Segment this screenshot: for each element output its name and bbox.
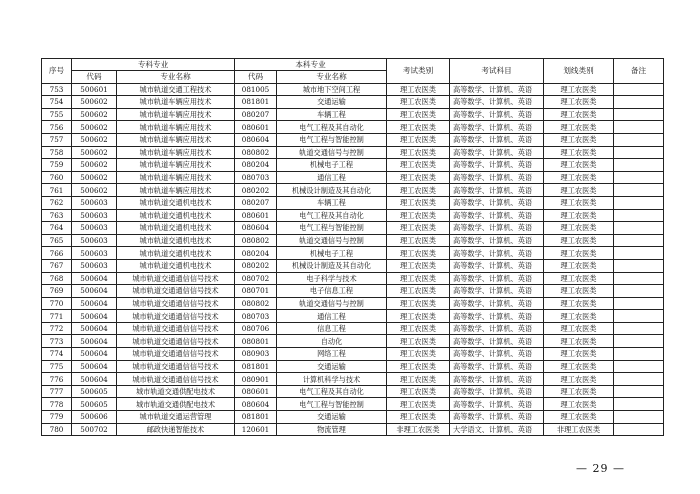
table-row — [42, 121, 664, 134]
exam-type-cell: 理工农医类 — [387, 259, 450, 272]
zhuanke-name-cell: 城市轨道交通机电技术 — [117, 222, 235, 235]
benke-name-cell: 电子信息工程 — [277, 285, 387, 298]
exam-type-cell: 理工农医类 — [387, 335, 450, 348]
zhuanke-name-cell: 城市轨道交通运营管理 — [117, 411, 235, 424]
benke-code-cell: 080604 — [235, 133, 277, 146]
exam-subjects-cell: 高等数学、计算机、英语 — [450, 121, 544, 134]
header-exam-type: 考试类别 — [387, 59, 450, 84]
table-row — [42, 222, 664, 235]
seq-cell: 755 — [42, 108, 72, 121]
zhuanke-code-cell: 500604 — [72, 285, 117, 298]
table-row — [42, 360, 664, 373]
table-row — [42, 322, 664, 335]
exam-type-cell: 理工农医类 — [387, 398, 450, 411]
table-row — [42, 348, 664, 361]
exam-subjects-cell: 高等数学、计算机、英语 — [450, 348, 544, 361]
zhuanke-name-cell: 城市轨道交通机电技术 — [117, 209, 235, 222]
zhuanke-code-cell: 500604 — [72, 297, 117, 310]
benke-name-cell: 车辆工程 — [277, 108, 387, 121]
seq-cell: 764 — [42, 222, 72, 235]
seq-cell: 759 — [42, 159, 72, 172]
zhuanke-name-cell: 城市轨道车辆应用技术 — [117, 96, 235, 109]
exam-type-cell: 理工农医类 — [387, 247, 450, 260]
exam-subjects-cell: 高等数学、计算机、英语 — [450, 83, 544, 96]
benke-name-cell: 轨道交通信号与控制 — [277, 297, 387, 310]
line-type-cell: 理工农医类 — [544, 146, 614, 159]
zhuanke-code-cell: 500603 — [72, 196, 117, 209]
exam-subjects-cell: 大学语文、计算机、英语 — [450, 423, 544, 436]
notes-cell — [614, 398, 664, 411]
zhuanke-name-cell: 城市轨道交通机电技术 — [117, 196, 235, 209]
exam-subjects-cell: 高等数学、计算机、英语 — [450, 411, 544, 424]
exam-type-cell: 理工农医类 — [387, 196, 450, 209]
benke-code-cell: 081801 — [235, 360, 277, 373]
benke-name-cell: 交通运输 — [277, 360, 387, 373]
zhuanke-code-cell: 500604 — [72, 335, 117, 348]
notes-cell — [614, 146, 664, 159]
line-type-cell: 理工农医类 — [544, 83, 614, 96]
exam-type-cell: 理工农医类 — [387, 322, 450, 335]
benke-name-cell: 计算机科学与技术 — [277, 373, 387, 386]
zhuanke-name-cell: 城市轨道交通通信信号技术 — [117, 310, 235, 323]
notes-cell — [614, 335, 664, 348]
exam-type-cell: 理工农医类 — [387, 83, 450, 96]
exam-subjects-cell: 高等数学、计算机、英语 — [450, 234, 544, 247]
zhuanke-code-cell: 500602 — [72, 108, 117, 121]
benke-code-cell: 080207 — [235, 108, 277, 121]
zhuanke-code-cell: 500603 — [72, 247, 117, 260]
benke-code-cell: 080802 — [235, 297, 277, 310]
seq-cell: 775 — [42, 360, 72, 373]
line-type-cell: 理工农医类 — [544, 96, 614, 109]
notes-cell — [614, 234, 664, 247]
table-row — [42, 411, 664, 424]
exam-subjects-cell: 高等数学、计算机、英语 — [450, 209, 544, 222]
benke-name-cell: 交通运输 — [277, 96, 387, 109]
zhuanke-name-cell: 城市轨道交通通信信号技术 — [117, 272, 235, 285]
exam-type-cell: 理工农医类 — [387, 234, 450, 247]
seq-cell: 768 — [42, 272, 72, 285]
zhuanke-code-cell: 500601 — [72, 83, 117, 96]
exam-type-cell: 理工农医类 — [387, 310, 450, 323]
benke-code-cell: 080202 — [235, 184, 277, 197]
line-type-cell: 理工农医类 — [544, 222, 614, 235]
exam-type-cell: 理工农医类 — [387, 360, 450, 373]
exam-subjects-cell: 高等数学、计算机、英语 — [450, 385, 544, 398]
seq-cell: 756 — [42, 121, 72, 134]
line-type-cell: 理工农医类 — [544, 310, 614, 323]
notes-cell — [614, 196, 664, 209]
benke-code-cell: 080703 — [235, 171, 277, 184]
header-notes: 备注 — [614, 59, 664, 84]
header-zhuanke-group: 专科专业 — [72, 59, 235, 71]
exam-subjects-cell: 高等数学、计算机、英语 — [450, 108, 544, 121]
table-row — [42, 209, 664, 222]
exam-type-cell: 理工农医类 — [387, 133, 450, 146]
seq-cell: 757 — [42, 133, 72, 146]
exam-subjects-cell: 高等数学、计算机、英语 — [450, 285, 544, 298]
table-row — [42, 247, 664, 260]
exam-type-cell: 理工农医类 — [387, 209, 450, 222]
table-row — [42, 96, 664, 109]
benke-name-cell: 轨道交通信号与控制 — [277, 146, 387, 159]
benke-code-cell: 080204 — [235, 159, 277, 172]
page-number: — 29 — — [576, 462, 625, 475]
exam-subjects-cell: 高等数学、计算机、英语 — [450, 373, 544, 386]
exam-type-cell: 理工农医类 — [387, 373, 450, 386]
line-type-cell: 理工农医类 — [544, 133, 614, 146]
benke-name-cell: 电子科学与技术 — [277, 272, 387, 285]
line-type-cell: 非理工农医类 — [544, 423, 614, 436]
notes-cell — [614, 259, 664, 272]
table-row — [42, 259, 664, 272]
table-row — [42, 83, 664, 96]
benke-name-cell: 电气工程及其自动化 — [277, 385, 387, 398]
zhuanke-name-cell: 城市轨道交通通信信号技术 — [117, 373, 235, 386]
benke-code-cell: 080706 — [235, 322, 277, 335]
zhuanke-code-cell: 500602 — [72, 146, 117, 159]
table-body — [42, 83, 664, 436]
exam-subjects-cell: 高等数学、计算机、英语 — [450, 322, 544, 335]
exam-type-cell: 理工农医类 — [387, 146, 450, 159]
benke-name-cell: 车辆工程 — [277, 196, 387, 209]
line-type-cell: 理工农医类 — [544, 259, 614, 272]
zhuanke-code-cell: 500604 — [72, 322, 117, 335]
zhuanke-code-cell: 500603 — [72, 234, 117, 247]
exam-subjects-cell: 高等数学、计算机、英语 — [450, 184, 544, 197]
seq-cell: 761 — [42, 184, 72, 197]
zhuanke-code-cell: 500602 — [72, 133, 117, 146]
exam-type-cell: 理工农医类 — [387, 121, 450, 134]
benke-name-cell: 自动化 — [277, 335, 387, 348]
line-type-cell: 理工农医类 — [544, 398, 614, 411]
header-benke-code: 代码 — [235, 71, 277, 84]
notes-cell — [614, 96, 664, 109]
notes-cell — [614, 171, 664, 184]
benke-name-cell: 机械设计制造及其自动化 — [277, 259, 387, 272]
seq-cell: 762 — [42, 196, 72, 209]
zhuanke-name-cell: 城市轨道交通工程技术 — [117, 83, 235, 96]
zhuanke-code-cell: 500605 — [72, 398, 117, 411]
line-type-cell: 理工农医类 — [544, 247, 614, 260]
zhuanke-name-cell: 城市轨道车辆应用技术 — [117, 171, 235, 184]
seq-cell: 774 — [42, 348, 72, 361]
benke-name-cell: 物流管理 — [277, 423, 387, 436]
exam-type-cell: 理工农医类 — [387, 385, 450, 398]
exam-type-cell: 理工农医类 — [387, 108, 450, 121]
table-row — [42, 310, 664, 323]
line-type-cell: 理工农医类 — [544, 121, 614, 134]
table-row — [42, 234, 664, 247]
line-type-cell: 理工农医类 — [544, 159, 614, 172]
notes-cell — [614, 222, 664, 235]
seq-cell: 760 — [42, 171, 72, 184]
notes-cell — [614, 310, 664, 323]
exam-subjects-cell: 高等数学、计算机、英语 — [450, 272, 544, 285]
benke-code-cell: 080901 — [235, 373, 277, 386]
exam-subjects-cell: 高等数学、计算机、英语 — [450, 133, 544, 146]
benke-code-cell: 080802 — [235, 146, 277, 159]
exam-subjects-cell: 高等数学、计算机、英语 — [450, 247, 544, 260]
zhuanke-code-cell: 500606 — [72, 411, 117, 424]
benke-code-cell: 080702 — [235, 272, 277, 285]
seq-cell: 772 — [42, 322, 72, 335]
benke-name-cell: 机械电子工程 — [277, 159, 387, 172]
benke-code-cell: 081005 — [235, 83, 277, 96]
zhuanke-name-cell: 城市轨道车辆应用技术 — [117, 146, 235, 159]
zhuanke-code-cell: 500604 — [72, 360, 117, 373]
seq-cell: 779 — [42, 411, 72, 424]
exam-type-cell: 非理工农医类 — [387, 423, 450, 436]
header-zhuanke-name: 专业名称 — [117, 71, 235, 84]
notes-cell — [614, 108, 664, 121]
notes-cell — [614, 297, 664, 310]
line-type-cell: 理工农医类 — [544, 335, 614, 348]
exam-type-cell: 理工农医类 — [387, 184, 450, 197]
exam-subjects-cell: 高等数学、计算机、英语 — [450, 310, 544, 323]
exam-type-cell: 理工农医类 — [387, 171, 450, 184]
seq-cell: 765 — [42, 234, 72, 247]
seq-cell: 771 — [42, 310, 72, 323]
line-type-cell: 理工农医类 — [544, 209, 614, 222]
table-row — [42, 133, 664, 146]
seq-cell: 763 — [42, 209, 72, 222]
notes-cell — [614, 360, 664, 373]
benke-name-cell: 交通运输 — [277, 411, 387, 424]
zhuanke-name-cell: 城市轨道车辆应用技术 — [117, 159, 235, 172]
seq-cell: 758 — [42, 146, 72, 159]
benke-name-cell: 电气工程及其自动化 — [277, 121, 387, 134]
notes-cell — [614, 159, 664, 172]
benke-name-cell: 电气工程及其自动化 — [277, 209, 387, 222]
table-row — [42, 146, 664, 159]
notes-cell — [614, 209, 664, 222]
zhuanke-code-cell: 500602 — [72, 121, 117, 134]
table-row — [42, 335, 664, 348]
zhuanke-name-cell: 城市轨道交通机电技术 — [117, 259, 235, 272]
notes-cell — [614, 373, 664, 386]
table-row — [42, 272, 664, 285]
exam-subjects-cell: 高等数学、计算机、英语 — [450, 360, 544, 373]
line-type-cell: 理工农医类 — [544, 322, 614, 335]
benke-name-cell: 网络工程 — [277, 348, 387, 361]
zhuanke-name-cell: 城市轨道车辆应用技术 — [117, 121, 235, 134]
header-zhuanke-code: 代码 — [72, 71, 117, 84]
zhuanke-code-cell: 500604 — [72, 272, 117, 285]
zhuanke-name-cell: 城市轨道交通供配电技术 — [117, 385, 235, 398]
benke-name-cell: 机械电子工程 — [277, 247, 387, 260]
benke-code-cell: 080701 — [235, 285, 277, 298]
notes-cell — [614, 83, 664, 96]
header-row-group — [42, 59, 664, 71]
benke-code-cell: 080903 — [235, 348, 277, 361]
header-line-type: 划线类别 — [544, 59, 614, 84]
zhuanke-name-cell: 城市轨道交通通信信号技术 — [117, 285, 235, 298]
exam-type-cell: 理工农医类 — [387, 222, 450, 235]
seq-cell: 767 — [42, 259, 72, 272]
line-type-cell: 理工农医类 — [544, 385, 614, 398]
notes-cell — [614, 348, 664, 361]
table-row — [42, 108, 664, 121]
zhuanke-name-cell: 城市轨道车辆应用技术 — [117, 108, 235, 121]
exam-subjects-cell: 高等数学、计算机、英语 — [450, 146, 544, 159]
line-type-cell: 理工农医类 — [544, 285, 614, 298]
header-benke-name: 专业名称 — [277, 71, 387, 84]
benke-code-cell: 080204 — [235, 247, 277, 260]
seq-cell: 754 — [42, 96, 72, 109]
seq-cell: 770 — [42, 297, 72, 310]
line-type-cell: 理工农医类 — [544, 411, 614, 424]
zhuanke-code-cell: 500602 — [72, 171, 117, 184]
seq-cell: 753 — [42, 83, 72, 96]
seq-cell: 766 — [42, 247, 72, 260]
exam-subjects-cell: 高等数学、计算机、英语 — [450, 259, 544, 272]
zhuanke-name-cell: 城市轨道交通机电技术 — [117, 247, 235, 260]
zhuanke-name-cell: 城市轨道交通通信信号技术 — [117, 348, 235, 361]
exam-type-cell: 理工农医类 — [387, 411, 450, 424]
line-type-cell: 理工农医类 — [544, 360, 614, 373]
benke-code-cell: 080202 — [235, 259, 277, 272]
table-row — [42, 184, 664, 197]
table-row — [42, 171, 664, 184]
zhuanke-code-cell: 500702 — [72, 423, 117, 436]
table-row — [42, 297, 664, 310]
notes-cell — [614, 285, 664, 298]
benke-code-cell: 080604 — [235, 398, 277, 411]
line-type-cell: 理工农医类 — [544, 234, 614, 247]
zhuanke-code-cell: 500602 — [72, 96, 117, 109]
exam-type-cell: 理工农医类 — [387, 285, 450, 298]
notes-cell — [614, 121, 664, 134]
benke-code-cell: 080207 — [235, 196, 277, 209]
benke-name-cell: 城市地下空间工程 — [277, 83, 387, 96]
benke-code-cell: 120601 — [235, 423, 277, 436]
line-type-cell: 理工农医类 — [544, 108, 614, 121]
exam-type-cell: 理工农医类 — [387, 297, 450, 310]
header-exam-subjects: 考试科目 — [450, 59, 544, 84]
zhuanke-code-cell: 500602 — [72, 159, 117, 172]
table-row — [42, 398, 664, 411]
exam-subjects-cell: 高等数学、计算机、英语 — [450, 335, 544, 348]
zhuanke-name-cell: 城市轨道交通通信信号技术 — [117, 335, 235, 348]
zhuanke-code-cell: 500603 — [72, 259, 117, 272]
benke-code-cell: 081801 — [235, 411, 277, 424]
header-benke-group: 本科专业 — [235, 59, 387, 71]
exam-subjects-cell: 高等数学、计算机、英语 — [450, 297, 544, 310]
benke-code-cell: 081801 — [235, 96, 277, 109]
exam-type-cell: 理工农医类 — [387, 348, 450, 361]
major-mapping-table — [41, 58, 664, 436]
seq-cell: 778 — [42, 398, 72, 411]
zhuanke-code-cell: 500602 — [72, 184, 117, 197]
benke-name-cell: 电气工程与智能控制 — [277, 133, 387, 146]
benke-code-cell: 080802 — [235, 234, 277, 247]
exam-subjects-cell: 高等数学、计算机、英语 — [450, 398, 544, 411]
exam-subjects-cell: 高等数学、计算机、英语 — [450, 159, 544, 172]
seq-cell: 780 — [42, 423, 72, 436]
line-type-cell: 理工农医类 — [544, 272, 614, 285]
exam-subjects-cell: 高等数学、计算机、英语 — [450, 222, 544, 235]
notes-cell — [614, 322, 664, 335]
zhuanke-name-cell: 城市轨道交通通信信号技术 — [117, 322, 235, 335]
zhuanke-name-cell: 城市轨道车辆应用技术 — [117, 184, 235, 197]
benke-code-cell: 080601 — [235, 385, 277, 398]
zhuanke-code-cell: 500603 — [72, 209, 117, 222]
notes-cell — [614, 385, 664, 398]
zhuanke-code-cell: 500604 — [72, 373, 117, 386]
exam-type-cell: 理工农医类 — [387, 159, 450, 172]
seq-cell: 776 — [42, 373, 72, 386]
zhuanke-code-cell: 500603 — [72, 222, 117, 235]
exam-type-cell: 理工农医类 — [387, 96, 450, 109]
notes-cell — [614, 184, 664, 197]
zhuanke-name-cell: 城市轨道交通通信信号技术 — [117, 360, 235, 373]
zhuanke-name-cell: 城市轨道交通供配电技术 — [117, 398, 235, 411]
notes-cell — [614, 423, 664, 436]
benke-name-cell: 电气工程与智能控制 — [277, 398, 387, 411]
line-type-cell: 理工农医类 — [544, 348, 614, 361]
table-row — [42, 385, 664, 398]
seq-cell: 777 — [42, 385, 72, 398]
seq-cell: 773 — [42, 335, 72, 348]
zhuanke-name-cell: 城市轨道交通机电技术 — [117, 234, 235, 247]
table-row — [42, 423, 664, 436]
zhuanke-name-cell: 城市轨道交通通信信号技术 — [117, 297, 235, 310]
table-row — [42, 373, 664, 386]
exam-type-cell: 理工农医类 — [387, 272, 450, 285]
seq-cell: 769 — [42, 285, 72, 298]
benke-code-cell: 080601 — [235, 209, 277, 222]
benke-name-cell: 通信工程 — [277, 310, 387, 323]
exam-subjects-cell: 高等数学、计算机、英语 — [450, 171, 544, 184]
header-seq: 序号 — [42, 59, 72, 84]
benke-code-cell: 080801 — [235, 335, 277, 348]
notes-cell — [614, 272, 664, 285]
zhuanke-code-cell: 500605 — [72, 385, 117, 398]
line-type-cell: 理工农医类 — [544, 171, 614, 184]
notes-cell — [614, 247, 664, 260]
table-row — [42, 159, 664, 172]
benke-code-cell: 080703 — [235, 310, 277, 323]
zhuanke-code-cell: 500604 — [72, 348, 117, 361]
benke-name-cell: 通信工程 — [277, 171, 387, 184]
exam-subjects-cell: 高等数学、计算机、英语 — [450, 196, 544, 209]
line-type-cell: 理工农医类 — [544, 184, 614, 197]
benke-code-cell: 080604 — [235, 222, 277, 235]
zhuanke-code-cell: 500604 — [72, 310, 117, 323]
benke-name-cell: 电气工程与智能控制 — [277, 222, 387, 235]
zhuanke-name-cell: 城市轨道车辆应用技术 — [117, 133, 235, 146]
benke-name-cell: 信息工程 — [277, 322, 387, 335]
table-row — [42, 196, 664, 209]
line-type-cell: 理工农医类 — [544, 373, 614, 386]
line-type-cell: 理工农医类 — [544, 297, 614, 310]
zhuanke-name-cell: 邮政快递智能技术 — [117, 423, 235, 436]
notes-cell — [614, 411, 664, 424]
benke-name-cell: 机械设计制造及其自动化 — [277, 184, 387, 197]
notes-cell — [614, 133, 664, 146]
benke-code-cell: 080601 — [235, 121, 277, 134]
line-type-cell: 理工农医类 — [544, 196, 614, 209]
exam-subjects-cell: 高等数学、计算机、英语 — [450, 96, 544, 109]
benke-name-cell: 轨道交通信号与控制 — [277, 234, 387, 247]
table-row — [42, 285, 664, 298]
